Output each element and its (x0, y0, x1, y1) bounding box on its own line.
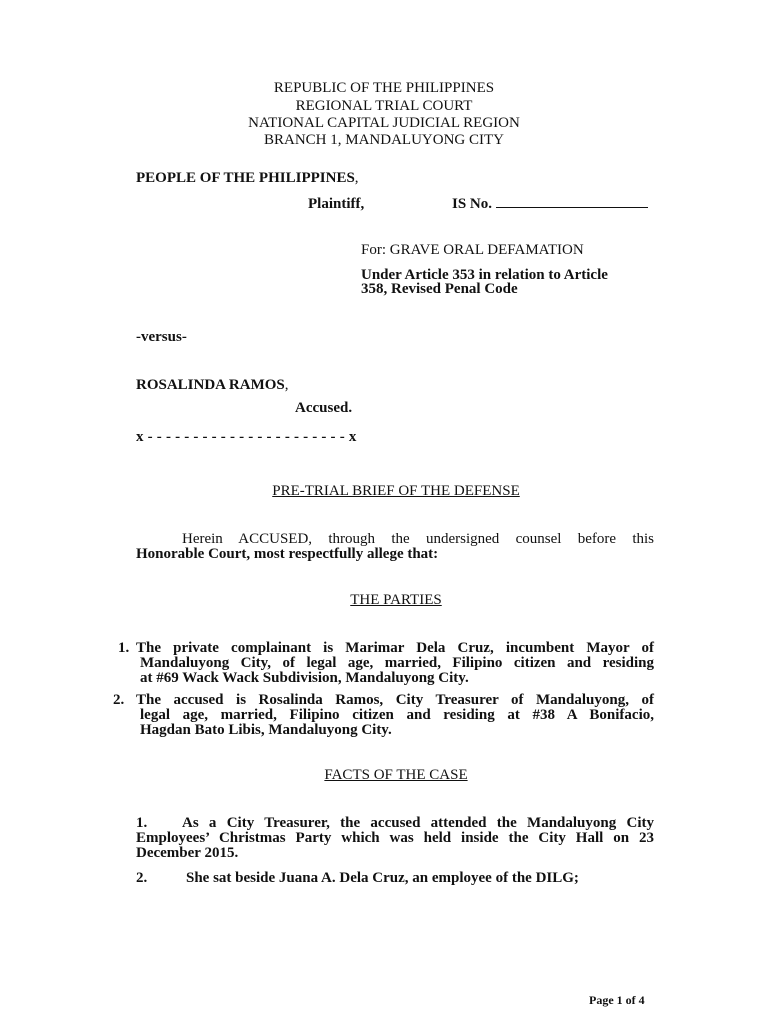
parties-item-2-line-2: legal age, married, Filipino citizen and residing at #38 A Bonifacio, (140, 707, 654, 723)
facts-item-1-line-2: Employees’ Christmas Party which was held inside the City Hall on 23 (136, 830, 654, 846)
parties-item-text (136, 641, 654, 686)
parties-item-number: 2. (113, 692, 125, 708)
caption-line-court: REGIONAL TRIAL COURT (295, 98, 473, 114)
is-number-field (452, 197, 648, 212)
document-title: PRE-TRIAL BRIEF OF THE DEFENSE (272, 483, 520, 499)
facts-item-1-line-1: As a City Treasurer, the accused attended the Mandaluyong City (182, 815, 654, 831)
parties-item-1-line-1: The private complainant is Marimar Dela Cruz, incumbent Mayor of (136, 640, 654, 656)
parties-item-1-line-2: Mandaluyong City, of legal age, married, Filipino citizen and residing (140, 655, 654, 671)
page-of-word: of (625, 993, 636, 1007)
facts-item-text: She sat beside Juana A. Dela Cruz, an employee of the DILG; (186, 870, 579, 886)
is-number-blank (496, 206, 648, 208)
is-number-label: IS No. (452, 196, 493, 212)
plaintiff-label: Plaintiff, (308, 196, 365, 212)
versus-label: -versus- (136, 329, 187, 345)
accused-name-text: ROSALINDA RAMOS (136, 377, 285, 393)
facts-heading: FACTS OF THE CASE (324, 767, 468, 783)
plaintiff-comma: , (354, 170, 359, 186)
facts-item-1-line-3: December 2015. (136, 845, 239, 861)
intro-line-1: Herein ACCUSED, through the undersigned counsel before this (182, 531, 654, 547)
caption-line-republic: REPUBLIC OF THE PHILIPPINES (273, 80, 495, 96)
accused-label: Accused. (295, 400, 353, 416)
page-total: 4 (638, 993, 645, 1007)
caption-separator: x - - - - - - - - - - - - - - - - - - - - - - x (136, 429, 357, 445)
caption-line-region: NATIONAL CAPITAL JUDICIAL REGION (248, 115, 520, 131)
facts-item-text (136, 816, 654, 861)
plaintiff-name-text: PEOPLE OF THE PHILIPPINES (136, 170, 355, 186)
page-word: Page (589, 993, 614, 1007)
caption-line-branch: BRANCH 1, MANDALUYONG CITY (264, 132, 504, 148)
parties-item-2-line-1: The accused is Rosalinda Ramos, City Treasurer of Mandaluyong, of (136, 692, 654, 708)
intro-line-2: Honorable Court, most respectfully allege that: (136, 546, 439, 562)
parties-heading: THE PARTIES (350, 592, 442, 608)
page-number (589, 994, 645, 1006)
parties-item-2-line-3: Hagdan Bato Libis, Mandaluyong City. (140, 722, 392, 738)
facts-item-number: 1. (136, 815, 148, 831)
parties-item-number: 1. (118, 640, 130, 656)
charge-line: For: GRAVE ORAL DEFAMATION (361, 242, 584, 258)
accused-name (136, 378, 289, 393)
plaintiff-name (136, 171, 359, 186)
accused-comma: , (284, 377, 289, 393)
intro-paragraph (136, 532, 654, 562)
legal-basis-line-2: 358, Revised Penal Code (361, 281, 518, 297)
page-current: 1 (616, 993, 623, 1007)
legal-basis-line-1: Under Article 353 in relation to Article (361, 267, 608, 283)
parties-item-text (136, 693, 654, 738)
parties-item-1-line-3: at #69 Wack Wack Subdivision, Mandaluyong City. (140, 670, 469, 686)
facts-item-number: 2. (136, 870, 148, 886)
